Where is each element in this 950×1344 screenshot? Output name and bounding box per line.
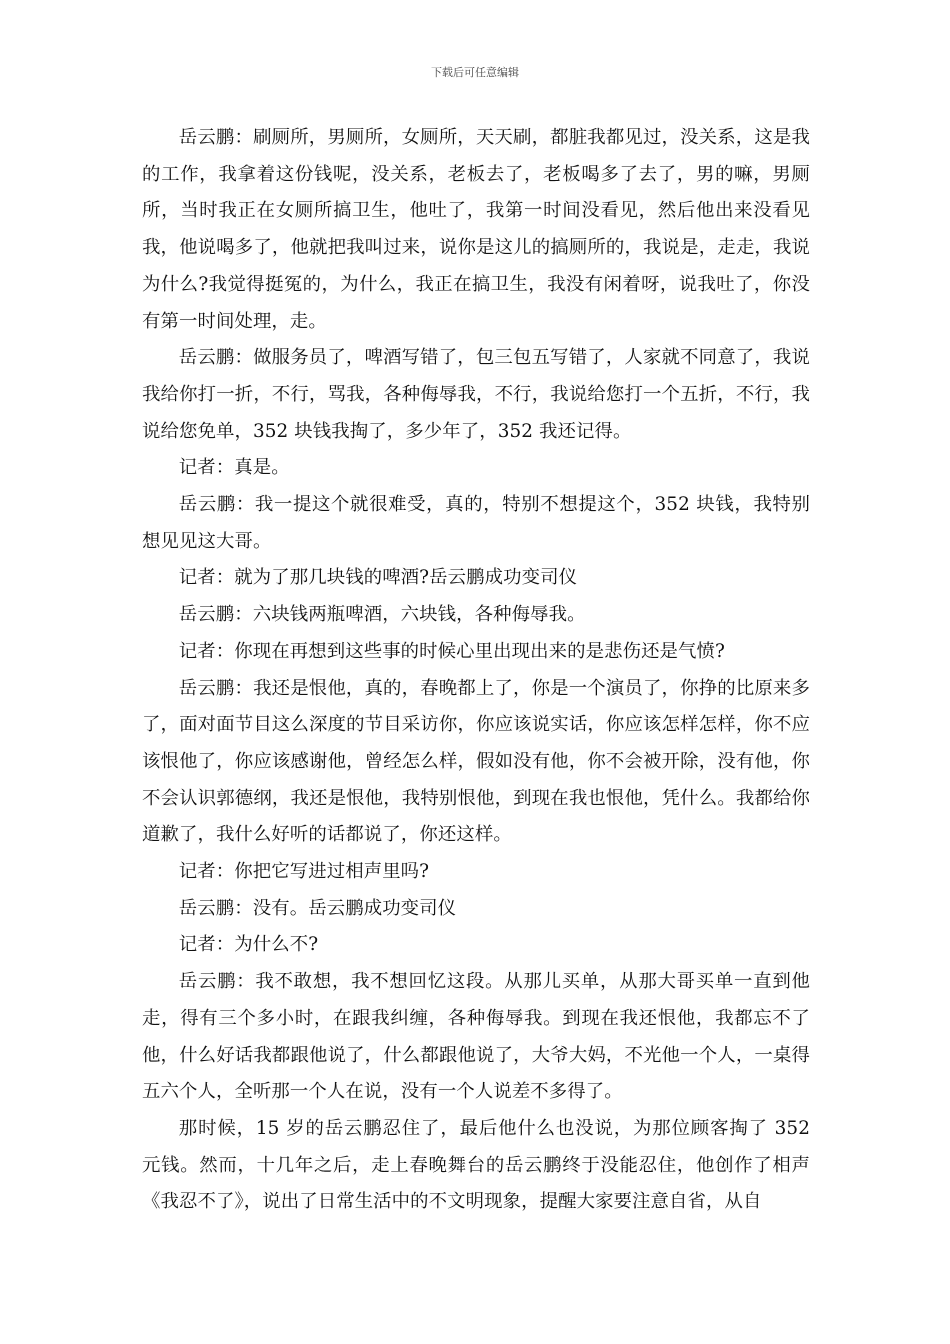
paragraph: 岳云鹏：没有。岳云鹏成功变司仪 — [178, 897, 457, 919]
paragraph: 记者：真是。 — [178, 457, 290, 479]
paragraph: 岳云鹏：刷厕所，男厕所，女厕所，天天刷，都脏我都见过，没关系，这是我的工作，我拿着这份钱呢，没关系，老板去了，老板喝多了去了，男的嘛，男厕所，当时我正在女厕所搞卫生，他吐了，我第一时间没看见，然后他出来没看见我，他说喝多了，他就把我叫过来，说你是这儿的搞厕所的，我说是，走走，我说为什么?我觉得挺冤的，为什么，我正在搞卫生，我没有闲着呀，说我吐了，你没有第一时间处理，走。 — [142, 127, 810, 332]
paragraph: 记者：你现在再想到这些事的时候心里出现出来的是悲伤还是气愤? — [178, 640, 725, 662]
paragraph: 记者：为什么不? — [178, 934, 319, 956]
paragraph: 岳云鹏：我一提这个就很难受，真的，特别不想提这个，352 块钱，我特别想见见这大哥。 — [142, 494, 810, 552]
paragraph: 记者：就为了那几块钱的啤酒?岳云鹏成功变司仪 — [178, 567, 578, 589]
paragraph: 岳云鹏：六块钱两瓶啤酒，六块钱，各种侮辱我。 — [178, 604, 586, 626]
paragraph: 那时候，15 岁的岳云鹏忍住了，最后他什么也没说，为那位顾客掏了 352 元钱。然而，十几年之后，走上春晚舞台的岳云鹏终于没能忍住，他创作了相声《我忍不了》，说出了日常生活中的不文明现象，提醒大家要注意自省，从自 — [142, 1117, 810, 1213]
paragraph: 记者：你把它写进过相声里吗? — [178, 861, 430, 883]
page-header: 下载后可任意编辑 — [431, 66, 519, 79]
paragraph: 岳云鹏：我不敢想，我不想回忆这段。从那儿买单，从那大哥买单一直到他走，得有三个多小时，在跟我纠缠，各种侮辱我。到现在我还恨他，我都忘不了他，什么好话我都跟他说了，什么都跟他说了，大爷大妈，不光他一个人，一桌得五六个人，全听那一个人在说，没有一个人说差不多得了。 — [142, 971, 810, 1103]
article-body — [142, 120, 810, 1221]
paragraph: 岳云鹏：我还是恨他，真的，春晚都上了，你是一个演员了，你挣的比原来多了，面对面节目这么深度的节目采访你，你应该说实话，你应该怎样怎样，你不应该恨他了，你应该感谢他，曾经怎么样，假如没有他，你不会被开除，没有他，你不会认识郭德纲，我还是恨他，我特别恨他，到现在我也恨他，凭什么。我都给你道歉了，我什么好听的话都说了，你还这样。 — [142, 677, 810, 846]
paragraph: 岳云鹏：做服务员了，啤酒写错了，包三包五写错了，人家就不同意了，我说我给你打一折，不行，骂我，各种侮辱我，不行，我说给您打一个五折，不行，我说给您免单，352 块钱我掏了，多少年了，352 我还记得。 — [142, 347, 810, 442]
